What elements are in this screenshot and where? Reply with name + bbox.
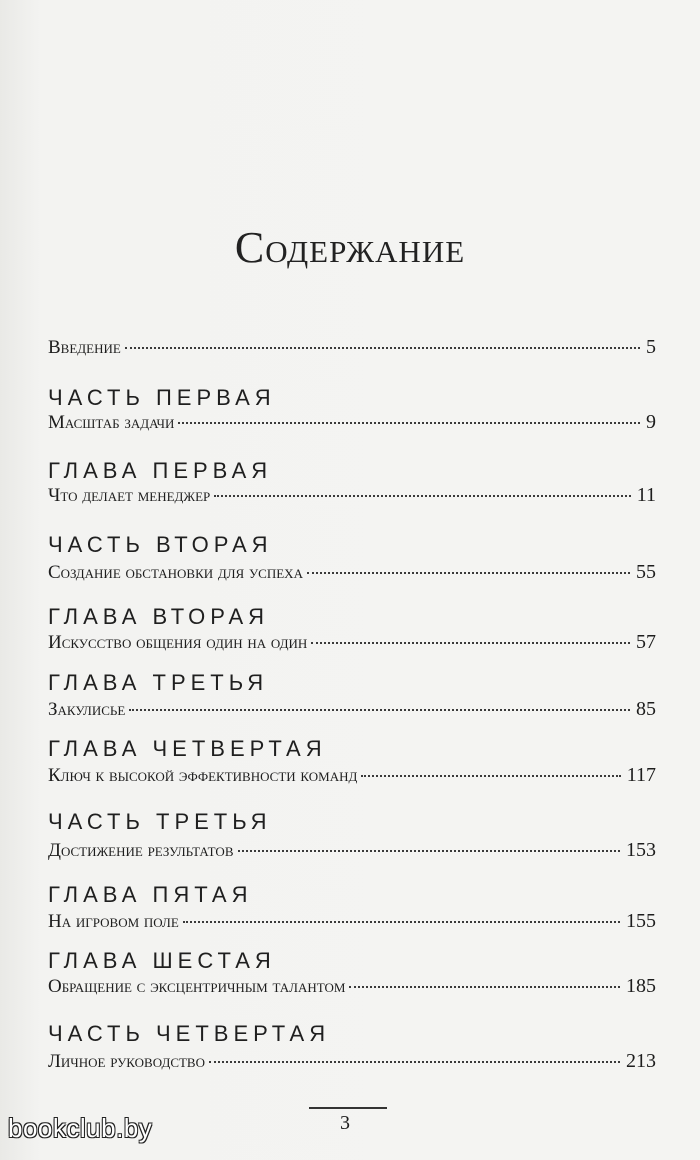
- toc-entry-title: Создание обстановки для успеха: [48, 562, 303, 583]
- toc-entry-title: Закулисье: [48, 699, 126, 720]
- toc-entry-page: 9: [646, 411, 656, 433]
- toc-entry: [48, 1050, 656, 1073]
- toc-leader-dots: [183, 920, 620, 923]
- toc-entry-title: Обращение с эксцентричным талантом: [48, 976, 346, 997]
- toc-section-heading: ГЛАВА ШЕСТАЯ: [48, 948, 276, 973]
- toc-entry-title: Личное руководство: [48, 1051, 205, 1072]
- toc-entry-title: Введение: [48, 337, 121, 358]
- toc-entry-page: 5: [646, 336, 656, 358]
- toc-section-heading: ЧАСТЬ ВТОРАЯ: [48, 532, 273, 557]
- toc-entry: [48, 411, 656, 434]
- toc-entry-page: 155: [626, 910, 656, 932]
- toc-entry: [48, 336, 656, 359]
- toc-entry-title: Масштаб задачи: [48, 412, 175, 433]
- toc-section-heading: ЧАСТЬ ЧЕТВЕРТАЯ: [48, 1021, 331, 1046]
- toc-entry-page: 213: [626, 1050, 656, 1072]
- toc-entry: [48, 764, 656, 787]
- watermark-logo: bookclub.by: [8, 1113, 153, 1143]
- toc-entry-page: 11: [636, 484, 656, 506]
- toc-entry-title: На игровом поле: [48, 911, 179, 932]
- page-title: Содержание: [234, 223, 466, 272]
- toc-entry-page: 153: [626, 839, 656, 861]
- toc-leader-dots: [307, 571, 630, 574]
- toc-entry: [48, 975, 656, 998]
- toc-entry-page: 117: [626, 764, 656, 786]
- toc-entry: [48, 484, 656, 507]
- toc-leader-dots: [214, 494, 630, 497]
- toc-entry: [48, 631, 656, 654]
- toc-leader-dots: [361, 774, 620, 777]
- toc-section-heading: ГЛАВА ТРЕТЬЯ: [48, 670, 269, 695]
- toc-leader-dots: [129, 708, 630, 711]
- toc-entry-page: 185: [626, 975, 656, 997]
- toc-section-heading: ГЛАВА ПЯТАЯ: [48, 882, 253, 907]
- toc-entry: [48, 698, 656, 721]
- page-number: 3: [340, 1112, 350, 1134]
- toc-entry-page: 55: [636, 561, 656, 583]
- toc-section-heading: ГЛАВА ВТОРАЯ: [48, 604, 270, 629]
- toc-section-heading: ГЛАВА ЧЕТВЕРТАЯ: [48, 736, 327, 761]
- toc-entry: [48, 561, 656, 584]
- toc-entry: [48, 839, 656, 862]
- toc-entry-title: Искусство общения один на один: [48, 632, 308, 653]
- toc-entry-title: Достижение результатов: [48, 840, 234, 861]
- toc-entry-page: 85: [636, 698, 656, 720]
- toc-leader-dots: [349, 985, 620, 988]
- toc-leader-dots: [178, 421, 640, 424]
- toc-section-heading: ЧАСТЬ ТРЕТЬЯ: [48, 809, 272, 834]
- toc-entry-page: 57: [636, 631, 656, 653]
- toc-entry: [48, 910, 656, 933]
- toc-leader-dots: [311, 641, 630, 644]
- toc-entry-title: Что делает менеджер: [48, 485, 211, 506]
- toc-leader-dots: [125, 346, 640, 349]
- footer-rule: [309, 1107, 387, 1109]
- toc-section-heading: ГЛАВА ПЕРВАЯ: [48, 458, 273, 483]
- toc-entry-title: Ключ к высокой эффективности команд: [48, 765, 358, 786]
- toc-leader-dots: [209, 1060, 620, 1063]
- toc-leader-dots: [238, 849, 621, 852]
- toc-section-heading: ЧАСТЬ ПЕРВАЯ: [48, 385, 276, 410]
